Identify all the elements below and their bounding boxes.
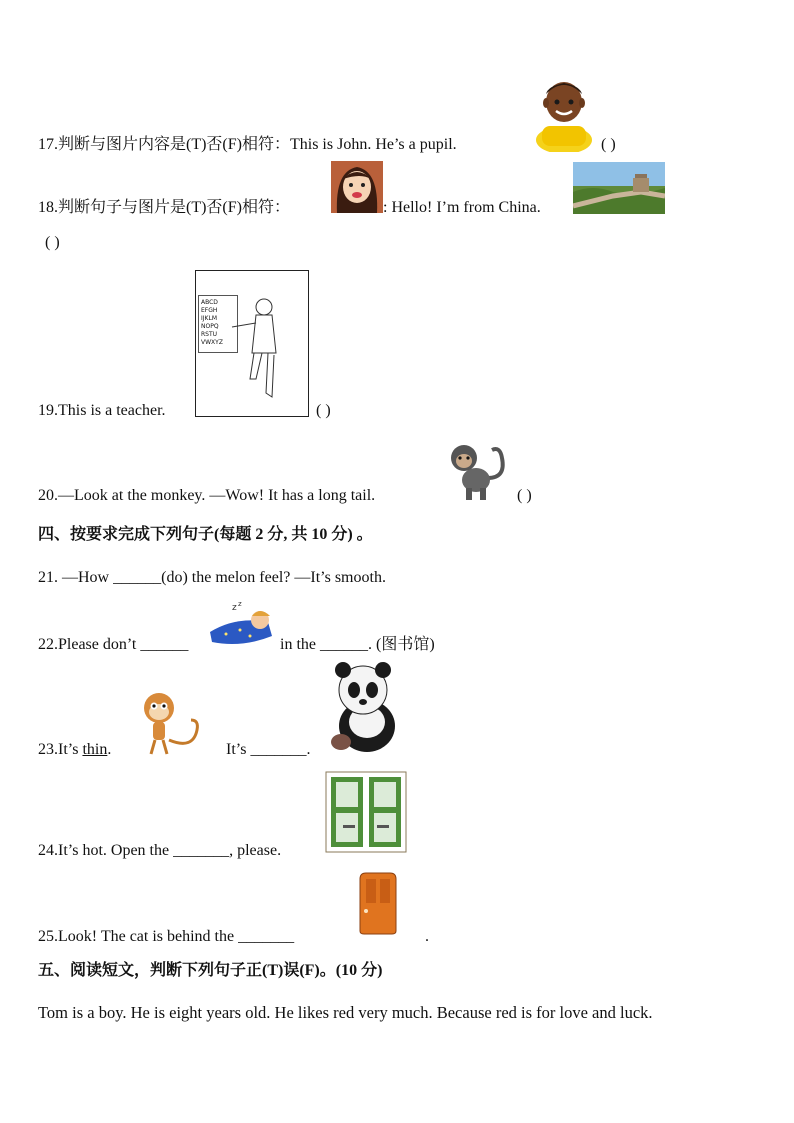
- board-line: RSTU: [201, 331, 218, 338]
- thin-monkey-image: [133, 690, 205, 756]
- great-wall-image: [573, 162, 665, 214]
- q23-thin-word: thin: [82, 741, 108, 758]
- svg-text:z: z: [232, 603, 237, 613]
- q20-answer-blank[interactable]: ( ): [517, 487, 532, 504]
- q22-text-a: 22.Please don’t ______: [38, 636, 189, 653]
- board-line: IJKLM: [201, 315, 217, 322]
- q22-text-b: in the ______. (图书馆): [280, 636, 435, 653]
- teacher-figure: [226, 293, 286, 403]
- q18-text: 18.判断句子与图片是(T)否(F)相符：: [38, 199, 290, 216]
- q17-text: 17.判断与图片内容是(T)否(F)相符：This is John. He’s a pupil.: [38, 136, 457, 153]
- door-image: [356, 871, 400, 935]
- q23-text-c: It’s _______.: [226, 741, 311, 758]
- q20-text: 20.—Look at the monkey. —Wow! It has a long tail.: [38, 487, 376, 504]
- boy-pupil-image: [534, 78, 594, 152]
- teacher-image: [195, 270, 309, 417]
- section-4-heading: 四、按要求完成下列句子(每题 2 分, 共 10 分) 。: [38, 526, 373, 543]
- girl-image: [331, 161, 383, 213]
- q23-text-a: 23.It’s: [38, 741, 83, 758]
- board-line: NOPQ: [201, 323, 219, 330]
- sleeping-child-image: [206, 600, 276, 650]
- board-line: VWXYZ: [201, 339, 223, 346]
- q18-text-b: : Hello! I’m from China.: [383, 199, 541, 216]
- q18-answer-blank[interactable]: ( ): [45, 234, 60, 251]
- q19-answer-blank[interactable]: ( ): [316, 402, 331, 419]
- panda-image: [327, 662, 403, 754]
- q25-period: .: [425, 928, 429, 945]
- q17-answer-blank[interactable]: ( ): [601, 136, 616, 153]
- q25-text: 25.Look! The cat is behind the _______: [38, 928, 295, 945]
- q19-text: 19.This is a teacher.: [38, 402, 166, 419]
- board-line: EFGH: [201, 307, 218, 314]
- monkey-image: [444, 438, 508, 502]
- svg-text:z: z: [238, 600, 242, 608]
- q23-line: [38, 740, 111, 760]
- reading-passage: Tom is a boy. He is eight years old. He likes red very much. Because red is for love and luck.: [38, 1003, 653, 1022]
- section-5-heading: 五、阅读短文，判断下列句子正(T)误(F)。(10 分): [38, 962, 383, 979]
- board-line: ABCD: [201, 299, 218, 306]
- q24-text: 24.It’s hot. Open the _______, please.: [38, 842, 282, 859]
- q21-text: 21. —How ______(do) the melon feel? —It’s smooth.: [38, 569, 386, 586]
- q23-text-b: .: [107, 741, 112, 758]
- window-image: [325, 771, 407, 853]
